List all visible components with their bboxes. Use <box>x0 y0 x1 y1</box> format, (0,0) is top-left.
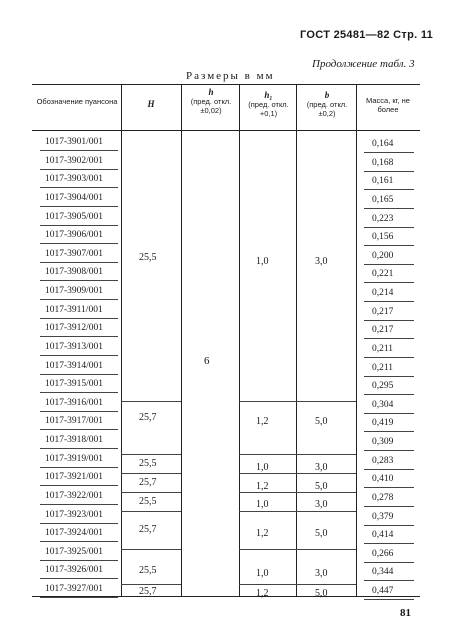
h-symbol: h <box>208 87 214 97</box>
mass-value: 0,379 <box>372 511 394 522</box>
row-underline <box>364 599 414 600</box>
b-value: 3,0 <box>315 256 328 267</box>
h-value: 6 <box>204 355 210 367</box>
row-underline <box>364 338 414 339</box>
H-value: 25,5 <box>139 458 157 469</box>
row-underline <box>40 485 118 486</box>
H-value: 25,7 <box>139 524 157 535</box>
H-value: 25,5 <box>139 565 157 576</box>
col-header-mass: Масса, кг, не более <box>366 96 410 114</box>
row-underline <box>40 467 118 468</box>
row-underline <box>364 525 414 526</box>
row-underline <box>40 318 118 319</box>
row-underline <box>364 487 414 488</box>
row-underline <box>40 560 118 561</box>
b-value: 5,0 <box>315 416 328 427</box>
b-value: 3,0 <box>315 568 328 579</box>
pattern-designation: 1017-3915/001 <box>45 379 104 390</box>
page-header: ГОСТ 25481—82 Стр. 11 <box>300 29 434 41</box>
pattern-designation: 1017-3926/001 <box>45 565 104 576</box>
row-underline <box>40 541 118 542</box>
mass-value: 0,211 <box>372 362 394 373</box>
row-underline <box>40 280 118 281</box>
row-underline <box>364 152 414 153</box>
h1-value: 1,0 <box>256 568 269 579</box>
H-value: 25,7 <box>139 586 157 597</box>
row-underline <box>364 431 414 432</box>
mass-value: 0,295 <box>372 381 394 392</box>
mass-value: 0,217 <box>372 325 394 336</box>
pattern-designation: 1017-3917/001 <box>45 416 104 427</box>
mass-value: 0,223 <box>372 213 394 224</box>
page-number: 81 <box>400 607 411 619</box>
col-divider <box>239 84 240 596</box>
mass-value: 0,410 <box>372 474 394 485</box>
pattern-designation: 1017-3923/001 <box>45 509 104 520</box>
table-top-rule <box>32 84 420 85</box>
row-underline <box>40 374 118 375</box>
row-underline <box>40 150 118 151</box>
row-underline <box>40 355 118 356</box>
row-underline <box>40 523 118 524</box>
b-value: 3,0 <box>315 499 328 510</box>
row-underline <box>40 429 118 430</box>
row-underline <box>364 469 414 470</box>
sizes-caption: Размеры в мм <box>186 70 275 82</box>
mass-value: 0,165 <box>372 194 394 205</box>
row-underline <box>40 169 118 170</box>
h1-value: 1,2 <box>256 481 269 492</box>
mass-value: 0,211 <box>372 343 394 354</box>
row-underline <box>364 245 414 246</box>
h-tolerance: (пред. откл. ±0,02) <box>190 97 232 115</box>
row-underline <box>364 189 414 190</box>
mass-value: 0,447 <box>372 586 394 596</box>
h1-value: 1,0 <box>256 462 269 473</box>
col-header-H <box>121 100 181 109</box>
pattern-designation: 1017-3908/001 <box>45 267 104 278</box>
pattern-designation: 1017-3924/001 <box>45 528 104 539</box>
mass-value: 0,419 <box>372 418 394 429</box>
pattern-designation: 1017-3913/001 <box>45 341 104 352</box>
col-header-b <box>298 91 356 118</box>
H-value: 25,5 <box>139 252 157 263</box>
pattern-designation: 1017-3909/001 <box>45 286 104 296</box>
h1-value: 1,2 <box>256 528 269 539</box>
row-underline <box>364 394 414 395</box>
row-underline <box>364 264 414 265</box>
mass-value: 0,156 <box>372 232 394 243</box>
row-underline <box>364 580 414 581</box>
row-underline <box>40 206 118 207</box>
pattern-designation: 1017-3927/001 <box>45 584 104 594</box>
b-value: 5,0 <box>315 588 328 599</box>
pattern-designation: 1017-3918/001 <box>45 435 104 445</box>
row-underline <box>40 299 118 300</box>
row-underline <box>364 450 414 451</box>
h1-value: 1,0 <box>256 256 269 267</box>
mass-value: 0,221 <box>372 269 394 280</box>
H-value: 25,5 <box>139 496 157 507</box>
row-underline <box>40 243 118 244</box>
row-underline <box>364 543 414 544</box>
row-underline <box>364 506 414 507</box>
pattern-designation: 1017-3919/001 <box>45 453 104 464</box>
mass-value: 0,344 <box>372 567 394 578</box>
mass-value: 0,168 <box>372 157 394 168</box>
pattern-designation: 1017-3907/001 <box>45 248 104 259</box>
continuation-note: Продолжение табл. 3 <box>312 58 415 70</box>
H-value: 25,7 <box>139 477 157 488</box>
b-value: 5,0 <box>315 481 328 492</box>
pattern-designation: 1017-3921/001 <box>45 472 104 483</box>
header-bottom-rule <box>32 130 420 131</box>
col-divider <box>181 84 182 596</box>
pattern-designation: 1017-3901/001 <box>45 137 104 147</box>
h1-value: 1,0 <box>256 499 269 510</box>
row-underline <box>364 171 414 172</box>
row-underline <box>364 357 414 358</box>
b-tolerance: (пред. откл. ±0,2) <box>306 100 348 118</box>
col-divider <box>296 84 297 596</box>
col-header-designation: Обозначение пуансона <box>36 97 118 106</box>
row-underline <box>40 225 118 226</box>
pattern-designation: 1017-3914/001 <box>45 360 104 371</box>
mass-value: 0,309 <box>372 437 394 447</box>
pattern-designation: 1017-3903/001 <box>45 174 104 185</box>
h1-symbol: h₁ <box>264 90 273 100</box>
mass-value: 0,304 <box>372 399 394 410</box>
pattern-designation: 1017-3925/001 <box>45 546 104 557</box>
mass-value: 0,200 <box>372 250 394 261</box>
pattern-designation: 1017-3912/001 <box>45 323 104 334</box>
mass-value: 0,278 <box>372 492 394 503</box>
col-divider <box>356 84 357 596</box>
H-symbol: H <box>147 99 155 109</box>
row-underline <box>40 448 118 449</box>
h1-value: 1,2 <box>256 416 269 427</box>
row-underline <box>40 336 118 337</box>
col-header-h <box>183 88 239 115</box>
row-underline <box>364 208 414 209</box>
row-underline <box>40 262 118 263</box>
pattern-designation: 1017-3906/001 <box>45 230 104 241</box>
pattern-designation: 1017-3904/001 <box>45 192 104 203</box>
pattern-designation: 1017-3905/001 <box>45 211 104 222</box>
mass-value: 0,214 <box>372 288 394 298</box>
pattern-designation: 1017-3911/001 <box>45 304 103 315</box>
b-symbol: b <box>324 90 330 100</box>
row-underline <box>40 392 118 393</box>
pattern-designation: 1017-3922/001 <box>45 490 104 501</box>
mass-value: 0,161 <box>372 176 394 187</box>
mass-value: 0,164 <box>372 139 394 149</box>
row-underline <box>364 413 414 414</box>
pattern-designation: 1017-3916/001 <box>45 397 104 408</box>
row-underline <box>364 282 414 283</box>
row-underline <box>40 504 118 505</box>
row-underline <box>364 320 414 321</box>
h1-value: 1,2 <box>256 588 269 599</box>
row-underline <box>40 411 118 412</box>
row-underline <box>364 562 414 563</box>
row-underline <box>40 187 118 188</box>
b-value: 3,0 <box>315 462 328 473</box>
h1-tolerance: (пред. откл. +0,1) <box>248 100 289 118</box>
H-value: 25,7 <box>139 412 157 423</box>
mass-value: 0,217 <box>372 306 394 317</box>
mass-value: 0,283 <box>372 455 394 466</box>
row-underline <box>364 227 414 228</box>
row-underline <box>364 301 414 302</box>
col-divider <box>121 84 122 596</box>
col-header-h1 <box>241 91 296 118</box>
pattern-designation: 1017-3902/001 <box>45 155 104 166</box>
b-value: 5,0 <box>315 528 328 539</box>
row-underline <box>40 578 118 579</box>
row-underline <box>364 376 414 377</box>
mass-value: 0,266 <box>372 548 394 559</box>
row-underline <box>40 597 118 598</box>
mass-value: 0,414 <box>372 530 394 541</box>
